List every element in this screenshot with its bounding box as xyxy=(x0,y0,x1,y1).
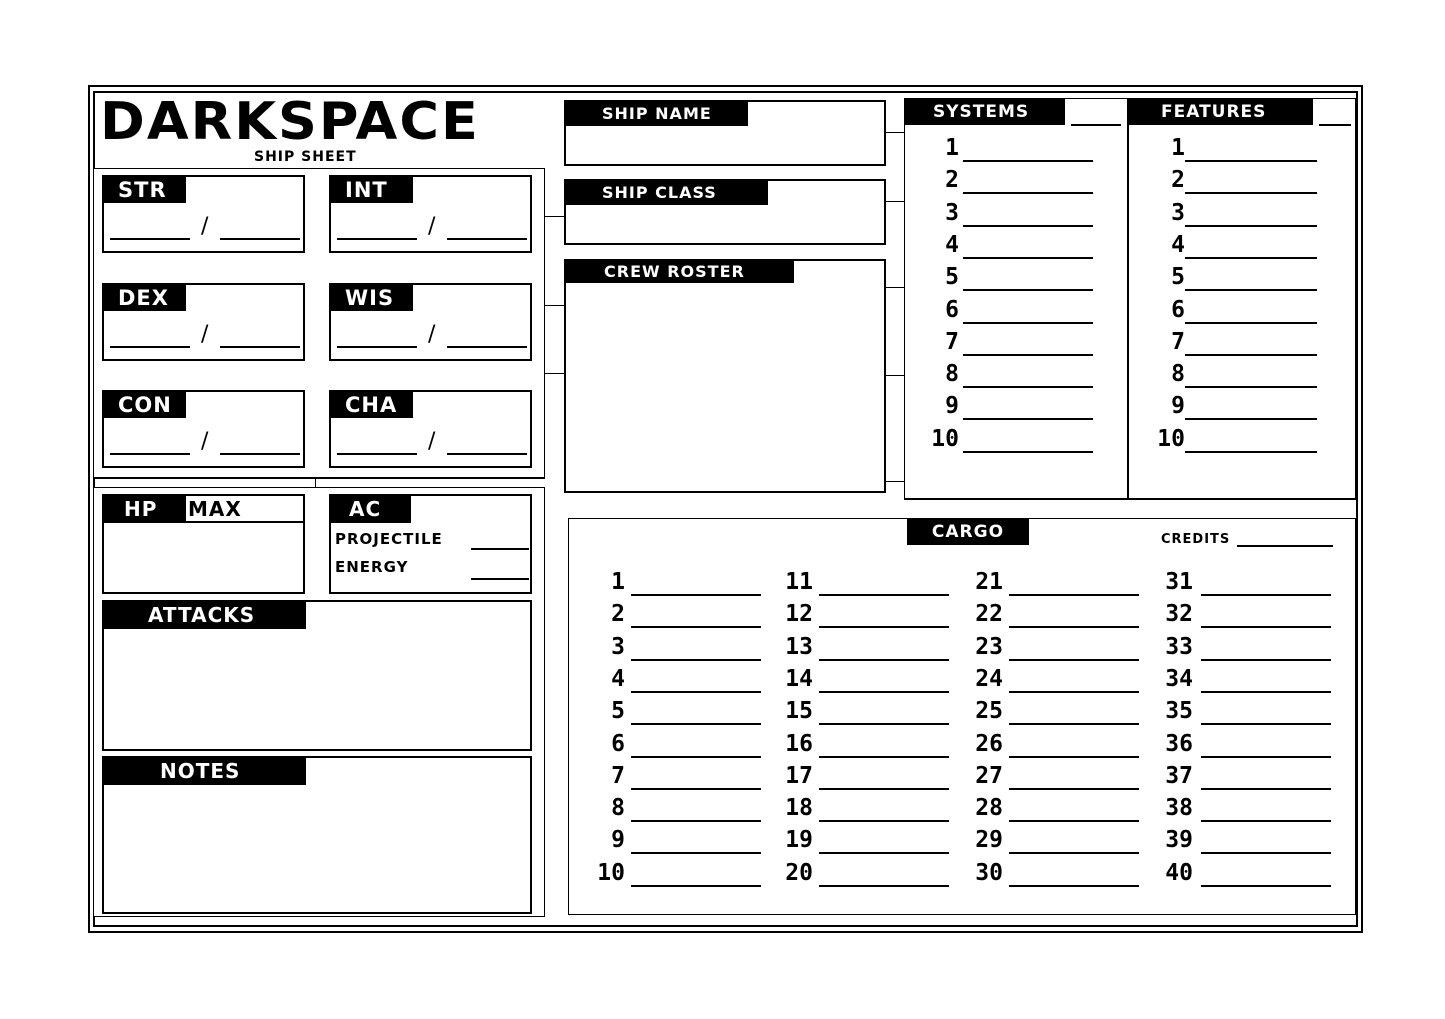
system-input[interactable] xyxy=(963,386,1093,388)
cargo-slot-input[interactable] xyxy=(819,691,949,693)
systems-label: SYSTEMS xyxy=(905,99,1065,125)
cargo-slot-number: 4 xyxy=(611,665,625,692)
cargo-slot-number: 28 xyxy=(975,795,1003,822)
divider-line xyxy=(904,498,1356,499)
cargo-slot-input[interactable] xyxy=(1009,626,1139,628)
cargo-slot-input[interactable] xyxy=(1201,659,1331,661)
cargo-slot-number: 23 xyxy=(975,633,1003,660)
cargo-slot-number: 7 xyxy=(611,762,625,789)
hp-box xyxy=(102,494,305,594)
connector-line xyxy=(886,481,906,482)
cargo-slot-number: 26 xyxy=(975,730,1003,757)
cargo-slot-number: 33 xyxy=(1165,633,1193,660)
cargo-slot-input[interactable] xyxy=(819,723,949,725)
int-score-input[interactable] xyxy=(337,238,417,240)
wis-modifier-input[interactable] xyxy=(447,346,527,348)
cargo-slot-input[interactable] xyxy=(1009,820,1139,822)
cha-score-input[interactable] xyxy=(337,453,417,455)
feature-number: 3 xyxy=(1171,199,1185,226)
cargo-slot-input[interactable] xyxy=(631,723,761,725)
cargo-slot-input[interactable] xyxy=(631,788,761,790)
ship-name-box xyxy=(564,100,886,166)
con-separator: / xyxy=(201,429,209,454)
ac-energy-label: ENERGY xyxy=(335,558,409,576)
ac-projectile-label: PROJECTILE xyxy=(335,530,443,548)
sheet-subtitle: SHIP SHEET xyxy=(254,149,357,165)
cargo-slot-input[interactable] xyxy=(1009,756,1139,758)
cargo-slot-number: 39 xyxy=(1165,827,1193,854)
system-number: 10 xyxy=(931,425,959,452)
con-label: CON xyxy=(104,392,186,418)
cargo-slot-input[interactable] xyxy=(1201,626,1331,628)
features-label: FEATURES xyxy=(1129,99,1313,125)
feature-number: 5 xyxy=(1171,264,1185,291)
feature-number: 10 xyxy=(1157,425,1185,452)
connector-line xyxy=(545,305,565,306)
feature-number: 6 xyxy=(1171,296,1185,323)
cargo-slot-input[interactable] xyxy=(631,756,761,758)
wis-label: WIS xyxy=(331,285,413,311)
cha-modifier-input[interactable] xyxy=(447,453,527,455)
str-score-input[interactable] xyxy=(110,238,190,240)
cargo-slot-input[interactable] xyxy=(631,626,761,628)
cargo-slot-number: 40 xyxy=(1165,859,1193,886)
cargo-slot-input[interactable] xyxy=(819,885,949,887)
cargo-slot-number: 29 xyxy=(975,827,1003,854)
cargo-slot-number: 3 xyxy=(611,633,625,660)
system-number: 2 xyxy=(945,167,959,194)
dex-separator: / xyxy=(201,322,209,347)
cargo-slot-input[interactable] xyxy=(1201,691,1331,693)
systems-total-input[interactable] xyxy=(1071,124,1121,126)
system-number: 9 xyxy=(945,393,959,420)
cargo-slot-number: 1 xyxy=(611,569,625,595)
int-box xyxy=(329,175,532,253)
cargo-slot-number: 35 xyxy=(1165,698,1193,725)
cargo-slot-input[interactable] xyxy=(631,820,761,822)
cargo-slot-input[interactable] xyxy=(819,756,949,758)
cargo-slot-input[interactable] xyxy=(819,626,949,628)
cargo-slot-input[interactable] xyxy=(1201,885,1331,887)
features-box xyxy=(1128,98,1356,500)
system-input[interactable] xyxy=(963,289,1093,291)
ac-projectile-input[interactable] xyxy=(471,548,529,550)
cargo-slot-input[interactable] xyxy=(1009,852,1139,854)
cargo-slot-input[interactable] xyxy=(819,852,949,854)
str-box xyxy=(102,175,305,253)
cargo-slot-number: 8 xyxy=(611,795,625,822)
sheet-title: DARKSPACE xyxy=(100,91,480,152)
cargo-slot-number: 38 xyxy=(1165,795,1193,822)
cargo-slot-input[interactable] xyxy=(819,594,949,596)
int-label: INT xyxy=(331,177,413,203)
ship-name-input[interactable] xyxy=(570,130,880,162)
connector-line xyxy=(545,373,565,374)
cargo-slot-number: 20 xyxy=(785,859,813,886)
connector-line xyxy=(886,201,906,202)
system-number: 1 xyxy=(945,135,959,161)
system-number: 3 xyxy=(945,199,959,226)
hp-max-label: MAX xyxy=(184,496,305,523)
cargo-slot-number: 16 xyxy=(785,730,813,757)
cargo-slot-input[interactable] xyxy=(1201,852,1331,854)
system-number: 4 xyxy=(945,231,959,258)
connector-line xyxy=(886,287,906,288)
cargo-slot-number: 6 xyxy=(611,730,625,757)
cargo-slot-input[interactable] xyxy=(1009,788,1139,790)
cargo-box xyxy=(568,518,1356,915)
cargo-slot-input[interactable] xyxy=(1201,594,1331,596)
cargo-slot-number: 37 xyxy=(1165,762,1193,789)
notes-box xyxy=(102,756,532,914)
cargo-slot-number: 9 xyxy=(611,827,625,854)
system-number: 6 xyxy=(945,296,959,323)
feature-input[interactable] xyxy=(1185,386,1317,388)
cargo-slot-number: 36 xyxy=(1165,730,1193,757)
cargo-slot-number: 13 xyxy=(785,633,813,660)
system-number: 7 xyxy=(945,328,959,355)
cargo-slot-input[interactable] xyxy=(631,691,761,693)
cargo-slot-number: 27 xyxy=(975,762,1003,789)
feature-input[interactable] xyxy=(1185,451,1317,453)
feature-number: 2 xyxy=(1171,167,1185,194)
attacks-label: ATTACKS xyxy=(104,602,306,629)
cargo-slot-number: 30 xyxy=(975,859,1003,886)
wis-score-input[interactable] xyxy=(337,346,417,348)
cargo-slot-number: 24 xyxy=(975,665,1003,692)
system-input[interactable] xyxy=(963,451,1093,453)
cargo-slot-number: 34 xyxy=(1165,665,1193,692)
hp-label: HP xyxy=(104,496,184,523)
attacks-input[interactable] xyxy=(108,634,528,746)
feature-input[interactable] xyxy=(1185,225,1317,227)
str-modifier-input[interactable] xyxy=(220,238,300,240)
feature-number: 1 xyxy=(1171,135,1185,161)
system-input[interactable] xyxy=(963,160,1093,162)
cargo-slot-input[interactable] xyxy=(631,885,761,887)
dex-box xyxy=(102,283,305,361)
cargo-slot-number: 5 xyxy=(611,698,625,725)
ship-class-input[interactable] xyxy=(570,209,880,241)
cargo-slot-input[interactable] xyxy=(1009,885,1139,887)
system-input[interactable] xyxy=(963,192,1093,194)
wis-box xyxy=(329,283,532,361)
connector-line xyxy=(886,375,906,376)
feature-input[interactable] xyxy=(1185,418,1317,420)
cargo-label: CARGO xyxy=(907,519,1029,545)
cargo-slot-number: 19 xyxy=(785,827,813,854)
cargo-slot-number: 18 xyxy=(785,795,813,822)
str-label: STR xyxy=(104,177,186,203)
cargo-slot-number: 2 xyxy=(611,601,625,628)
system-number: 8 xyxy=(945,361,959,388)
cargo-slot-number: 14 xyxy=(785,665,813,692)
con-box xyxy=(102,390,305,468)
connector-line xyxy=(886,132,906,133)
feature-input[interactable] xyxy=(1185,257,1317,259)
features-total-input[interactable] xyxy=(1319,124,1351,126)
connector-line xyxy=(545,216,565,217)
cargo-slot-input[interactable] xyxy=(819,788,949,790)
cargo-slot-number: 31 xyxy=(1165,569,1193,595)
cargo-slot-input[interactable] xyxy=(1201,788,1331,790)
credits-label: CREDITS xyxy=(1161,532,1231,547)
feature-number: 9 xyxy=(1171,393,1185,420)
dex-modifier-input[interactable] xyxy=(220,346,300,348)
cargo-slot-input[interactable] xyxy=(819,820,949,822)
attacks-box xyxy=(102,600,532,751)
str-separator: / xyxy=(201,214,209,239)
system-input[interactable] xyxy=(963,354,1093,356)
cargo-slot-number: 22 xyxy=(975,601,1003,628)
notes-label: NOTES xyxy=(104,758,306,785)
feature-input[interactable] xyxy=(1185,322,1317,324)
cargo-slot-number: 11 xyxy=(785,569,813,595)
systems-box xyxy=(904,98,1128,500)
dex-label: DEX xyxy=(104,285,186,311)
system-input[interactable] xyxy=(963,257,1093,259)
cha-label: CHA xyxy=(331,392,413,418)
wis-separator: / xyxy=(428,322,436,347)
feature-input[interactable] xyxy=(1185,354,1317,356)
feature-input[interactable] xyxy=(1185,160,1317,162)
feature-number: 4 xyxy=(1171,231,1185,258)
cargo-slot-number: 17 xyxy=(785,762,813,789)
cha-separator: / xyxy=(428,429,436,454)
cargo-slot-input[interactable] xyxy=(1009,594,1139,596)
feature-input[interactable] xyxy=(1185,289,1317,291)
con-score-input[interactable] xyxy=(110,453,190,455)
cargo-slot-number: 15 xyxy=(785,698,813,725)
abilities-panel-divider xyxy=(93,478,545,479)
cargo-slot-number: 21 xyxy=(975,569,1003,595)
cargo-slot-input[interactable] xyxy=(1009,691,1139,693)
int-modifier-input[interactable] xyxy=(447,238,527,240)
crew-roster-input[interactable] xyxy=(570,287,880,487)
con-modifier-input[interactable] xyxy=(220,453,300,455)
ship-class-label: SHIP CLASS xyxy=(566,181,768,205)
cargo-slot-input[interactable] xyxy=(819,659,949,661)
system-number: 5 xyxy=(945,264,959,291)
feature-number: 8 xyxy=(1171,361,1185,388)
int-separator: / xyxy=(428,214,436,239)
ac-label: AC xyxy=(331,496,411,523)
hp-input[interactable] xyxy=(108,528,298,588)
crew-roster-box xyxy=(564,259,886,493)
system-input[interactable] xyxy=(963,322,1093,324)
cargo-slot-number: 25 xyxy=(975,698,1003,725)
dex-score-input[interactable] xyxy=(110,346,190,348)
cargo-slot-input[interactable] xyxy=(1201,820,1331,822)
cargo-slot-input[interactable] xyxy=(631,852,761,854)
cargo-slot-input[interactable] xyxy=(1009,723,1139,725)
credits-input[interactable] xyxy=(1237,545,1333,547)
cargo-slot-number: 12 xyxy=(785,601,813,628)
cargo-slot-number: 10 xyxy=(597,859,625,886)
ship-class-box xyxy=(564,179,886,245)
cargo-slot-input[interactable] xyxy=(631,659,761,661)
cargo-slot-input[interactable] xyxy=(1201,756,1331,758)
cargo-slot-input[interactable] xyxy=(631,594,761,596)
system-input[interactable] xyxy=(963,225,1093,227)
ship-name-label: SHIP NAME xyxy=(566,102,748,126)
cargo-slot-input[interactable] xyxy=(1009,659,1139,661)
notes-input[interactable] xyxy=(108,790,528,910)
cargo-slot-input[interactable] xyxy=(1201,723,1331,725)
cargo-slot-number: 32 xyxy=(1165,601,1193,628)
feature-number: 7 xyxy=(1171,328,1185,355)
crew-roster-label: CREW ROSTER xyxy=(566,261,794,283)
ac-energy-input[interactable] xyxy=(471,578,529,580)
feature-input[interactable] xyxy=(1185,192,1317,194)
cha-box xyxy=(329,390,532,468)
system-input[interactable] xyxy=(963,418,1093,420)
ac-box xyxy=(329,494,532,594)
